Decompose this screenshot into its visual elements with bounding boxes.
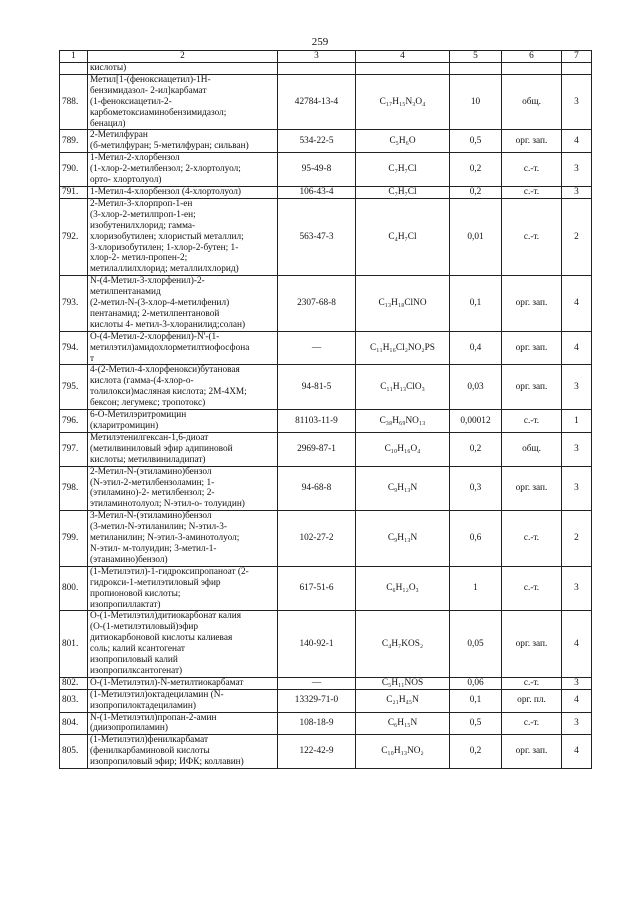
- chemical-formula: C₅H₆O: [356, 130, 450, 153]
- substance-name-line: толилокси)масляная кислота; 2М-4ХМ;: [90, 387, 247, 398]
- column-header: 3: [278, 51, 356, 63]
- substance-name-line: изопропиловый калий: [90, 655, 178, 666]
- limit-value: 0,06: [450, 677, 502, 689]
- limit-value: 0,2: [450, 735, 502, 769]
- hazard-class: 4: [562, 276, 592, 332]
- substance-name-line: гидрокси-1-метилэтиловый эфир: [90, 577, 221, 588]
- hazard-class: 3: [562, 466, 592, 511]
- substance-name: [88, 566, 278, 611]
- substance-name-line: кислота (гамма-(4-хлор-о-: [90, 376, 194, 387]
- chemical-formula: C₉H₁₃N: [356, 466, 450, 511]
- chemical-formula: C₁₇H₁₅N₃O₄: [356, 74, 450, 130]
- table-row: [60, 276, 592, 332]
- table-row: [60, 611, 592, 677]
- hazard-class: 3: [562, 365, 592, 410]
- limit-value: 1: [450, 566, 502, 611]
- hazard-class: 3: [562, 153, 592, 187]
- substance-name-line: 4-(2-Метил-4-хлорфенокси)бутановая: [90, 365, 240, 376]
- substance-name-line: (1-Метилэтил)-1-гидроксипропаноат (2-: [90, 566, 249, 577]
- substance-name-line: метилаллилхлорид; металлилхлорид): [90, 264, 239, 275]
- substance-name-line: N-этил- м-толуидин; 3-метил-1-: [90, 543, 217, 554]
- substance-name-line: (диизопропиламин): [90, 723, 168, 734]
- chemical-formula: C₉H₁₃N: [356, 511, 450, 567]
- hazard-class: 4: [562, 611, 592, 677]
- limit-type: с.-т.: [502, 186, 562, 198]
- substance-name-line: (О-(1-метилэтиловый)эфир: [90, 622, 199, 633]
- substance-name-line: N-(4-Метил-3-хлорфенил)-2-: [90, 276, 205, 287]
- cas-number: 563-47-3: [278, 198, 356, 275]
- limit-type: с.-т.: [502, 198, 562, 275]
- hazard-class: 4: [562, 130, 592, 153]
- chemical-formula: C₁₁H₁₃ClO₃: [356, 365, 450, 410]
- limit-type: орг. зап.: [502, 735, 562, 769]
- table-row: [60, 410, 592, 433]
- substance-name-line: О-(1-Метилэтил)-N-метилтиокарбамат: [90, 677, 244, 688]
- substance-name: [88, 677, 278, 689]
- limit-type: орг. зап.: [502, 611, 562, 677]
- substance-name-line: Метил[1-(феноксиацетил)-1H-: [90, 74, 211, 85]
- cas-number: —: [278, 331, 356, 365]
- row-number: 788.: [60, 74, 88, 130]
- column-header: 7: [562, 51, 592, 63]
- limit-type: общ.: [502, 432, 562, 466]
- hazard-class: 4: [562, 735, 592, 769]
- row-number: 801.: [60, 611, 88, 677]
- substance-name-line: (этанамино)бензол): [90, 554, 168, 565]
- row-number: 790.: [60, 153, 88, 187]
- substance-name-line: изопропилксантогенат): [90, 665, 183, 676]
- row-number: 802.: [60, 677, 88, 689]
- substance-name-line: N-(1-Метилэтил)пропан-2-амин: [90, 712, 217, 723]
- substance-name-line: бенацил): [90, 118, 126, 129]
- substance-name-line: 3-Метил-N-(этиламино)бензол: [90, 511, 212, 522]
- substance-name-line: дитиокарбоновой кислоты калиевая: [90, 633, 233, 644]
- limit-type: орг. зап.: [502, 466, 562, 511]
- substance-name-line: кислоты 4- метил-3-хлоранилид;солан): [90, 319, 246, 330]
- substance-name-line: Метилэтенилгексан-1,6-диоат: [90, 432, 209, 443]
- row-number: 799.: [60, 511, 88, 567]
- table-row: [60, 566, 592, 611]
- limit-value: 0,2: [450, 432, 502, 466]
- row-number: 796.: [60, 410, 88, 433]
- cas-number: 617-51-6: [278, 566, 356, 611]
- limit-type: орг. зап.: [502, 130, 562, 153]
- row-number: 804.: [60, 712, 88, 735]
- hazard-class: 3: [562, 712, 592, 735]
- substance-name-line: изопропиллактат): [90, 599, 161, 610]
- cas-number: 140-92-1: [278, 611, 356, 677]
- substance-name-line: 3-хлоризобутилен; 1-хлор-2-бутен; 1-: [90, 242, 239, 253]
- column-header: 1: [60, 51, 88, 63]
- table-row: [60, 130, 592, 153]
- substance-name-line: (этиламино)-2- метилбензол; 2-: [90, 488, 215, 499]
- limit-value: 0,1: [450, 276, 502, 332]
- chemical-formula: C₁₀H₁₆O₄: [356, 432, 450, 466]
- substance-name-line: (кларитромицин): [90, 421, 159, 431]
- substance-name-line: соль; калий ксантогенат: [90, 644, 185, 655]
- substance-name: [88, 511, 278, 567]
- page-number: 259: [311, 36, 329, 48]
- row-number: 792.: [60, 198, 88, 275]
- limit-value: 0,2: [450, 153, 502, 187]
- substance-name-line: изопропилоктадециламин): [90, 700, 196, 711]
- substance-name: [88, 611, 278, 677]
- substance-name-line: (1-Метилэтил)фенилкарбамат: [90, 735, 209, 746]
- hazard-class: 1: [562, 410, 592, 433]
- continuation-row: [60, 63, 592, 75]
- limit-value: 0,3: [450, 466, 502, 511]
- row-number: 803.: [60, 689, 88, 712]
- substance-name-line: (б-метилфуран; 5-метилфуран; сильван): [90, 141, 249, 152]
- substance-name-line: пентанамид; 2-метилпентановой: [90, 308, 220, 319]
- hazard-class: 3: [562, 432, 592, 466]
- table-row: [60, 677, 592, 689]
- row-number: 794.: [60, 331, 88, 365]
- substance-name-line: этиламинотолуол; N-этил-о- толуидин): [90, 499, 245, 510]
- row-number: 797.: [60, 432, 88, 466]
- substance-name-line: O-(4-Метил-2-хлорфенил)-N'-(1-: [90, 331, 220, 342]
- table-row: [60, 735, 592, 769]
- substance-name-line: 1-Метил-4-хлорбензол (4-хлортолуол): [90, 186, 242, 197]
- chemical-formula: C₇H₇Cl: [356, 186, 450, 198]
- substance-name-line: метиланилин; N-этил-3-аминотолуол;: [90, 533, 240, 544]
- cas-number: 2307-68-8: [278, 276, 356, 332]
- limit-value: 10: [450, 74, 502, 130]
- substance-name: [88, 365, 278, 410]
- cas-number: 95-49-8: [278, 153, 356, 187]
- limit-value: 0,6: [450, 511, 502, 567]
- hazard-class: 3: [562, 677, 592, 689]
- hazard-class: 4: [562, 689, 592, 712]
- hazard-class: 4: [562, 331, 592, 365]
- substance-name: [88, 198, 278, 275]
- substance-name: [88, 735, 278, 769]
- limit-type: орг. зап.: [502, 331, 562, 365]
- table-row: [60, 331, 592, 365]
- hazard-class: 3: [562, 186, 592, 198]
- limit-value: 0,05: [450, 611, 502, 677]
- chemical-formula: C₁₀H₁₃NO₂: [356, 735, 450, 769]
- limit-type: с.-т.: [502, 677, 562, 689]
- cas-number: 13329-71-0: [278, 689, 356, 712]
- substance-name: [88, 466, 278, 511]
- substance-name-line: (3-метил-N-этиланилин; N-этил-3-: [90, 522, 227, 533]
- cas-number: 81103-11-9: [278, 410, 356, 433]
- table-row: [60, 511, 592, 567]
- substances-table: [59, 50, 592, 769]
- substance-name: [88, 130, 278, 153]
- hazard-class: 2: [562, 198, 592, 275]
- substance-name-line: кислоты; метилвиниладипат): [90, 454, 206, 465]
- substance-name-line: метилпентанамид: [90, 287, 161, 298]
- row-number: 805.: [60, 735, 88, 769]
- row-number: 795.: [60, 365, 88, 410]
- row-number: 791.: [60, 186, 88, 198]
- substance-name-line: 6-О-Метилэритромицин: [90, 410, 187, 421]
- substance-name-line: 2-Метилфуран: [90, 130, 148, 141]
- cas-number: 42784-13-4: [278, 74, 356, 130]
- limit-type: с.-т.: [502, 566, 562, 611]
- cas-number: 534-22-5: [278, 130, 356, 153]
- substance-name-line: (1-феноксиацетил-2-: [90, 96, 172, 107]
- hazard-class: 2: [562, 511, 592, 567]
- chemical-formula: C₃₈H₆₉NO₁₃: [356, 410, 450, 433]
- chemical-formula: C₄H₇Cl: [356, 198, 450, 275]
- substance-name: [88, 186, 278, 198]
- limit-type: с.-т.: [502, 410, 562, 433]
- limit-type: орг. пл.: [502, 689, 562, 712]
- chemical-formula: C₂₁H₄₅N: [356, 689, 450, 712]
- table-row: [60, 432, 592, 466]
- chemical-formula: C₅H₁₁NOS: [356, 677, 450, 689]
- substance-name-line: карбометоксиаминобензимидазол;: [90, 107, 227, 118]
- limit-type: с.-т.: [502, 153, 562, 187]
- cas-number: 106-43-4: [278, 186, 356, 198]
- hazard-class: 3: [562, 566, 592, 611]
- substance-name-line: (1-Метилэтил)октадециламин (N-: [90, 689, 224, 700]
- limit-value: 0,1: [450, 689, 502, 712]
- continuation-text: кислоты): [88, 63, 278, 75]
- limit-type: орг. зап.: [502, 276, 562, 332]
- chemical-formula: C₁₃H₁₈ClNO: [356, 276, 450, 332]
- limit-value: 0,5: [450, 712, 502, 735]
- substance-name-line: орто- хлортолуол): [90, 175, 162, 186]
- substance-name: [88, 689, 278, 712]
- limit-type: общ.: [502, 74, 562, 130]
- column-header: 2: [88, 51, 278, 63]
- hazard-class: 3: [562, 74, 592, 130]
- chemical-formula: C₆H₁₂O₃: [356, 566, 450, 611]
- substance-name-line: (3-хлор-2-метилпроп-1-ен;: [90, 209, 196, 220]
- substance-name: [88, 712, 278, 735]
- limit-value: 0,4: [450, 331, 502, 365]
- limit-type: с.-т.: [502, 712, 562, 735]
- substance-name-line: бензимидазол- 2-ил]карбамат: [90, 85, 207, 96]
- table-row: [60, 466, 592, 511]
- substance-name-line: хлоризобутилен; хлористый металлил;: [90, 231, 244, 242]
- row-number: 789.: [60, 130, 88, 153]
- cas-number: 94-81-5: [278, 365, 356, 410]
- column-header-row: [60, 51, 592, 63]
- substance-name: [88, 410, 278, 433]
- cas-number: 122-42-9: [278, 735, 356, 769]
- table-row: [60, 365, 592, 410]
- cas-number: 102-27-2: [278, 511, 356, 567]
- cas-number: 94-68-8: [278, 466, 356, 511]
- row-number: 798.: [60, 466, 88, 511]
- table-row: [60, 153, 592, 187]
- limit-type: с.-т.: [502, 511, 562, 567]
- substance-name: [88, 331, 278, 365]
- row-number: 800.: [60, 566, 88, 611]
- limit-value: 0,00012: [450, 410, 502, 433]
- column-header: 4: [356, 51, 450, 63]
- column-header: 5: [450, 51, 502, 63]
- table-row: [60, 712, 592, 735]
- limit-value: 0,01: [450, 198, 502, 275]
- substance-name-line: метилэтил)амидохлорметилтиофосфона: [90, 342, 250, 353]
- substance-name-line: изопропиловый эфир; ИФК; коллавин): [90, 757, 244, 768]
- row-number: 793.: [60, 276, 88, 332]
- limit-value: 0,2: [450, 186, 502, 198]
- cas-number: —: [278, 677, 356, 689]
- substance-name-line: (метилвиниловый эфир адипиновой: [90, 443, 233, 454]
- substance-name-line: (фенилкарбаминовой кислоты: [90, 746, 210, 757]
- table-row: [60, 74, 592, 130]
- chemical-formula: C₄H₇KOS₂: [356, 611, 450, 677]
- substance-name-line: (2-метил-N-(3-хлор-4-метилфенил): [90, 298, 230, 309]
- table-row: [60, 198, 592, 275]
- substance-name-line: O-(1-Метилэтил)дитиокарбонат калия: [90, 611, 242, 622]
- substance-name-line: бексон; легумекс; тропотокс): [90, 398, 206, 409]
- substance-name-line: изобутенилхлорид; гамма-: [90, 220, 196, 231]
- cas-number: 108-18-9: [278, 712, 356, 735]
- limit-type: орг. зап.: [502, 365, 562, 410]
- substance-name: [88, 74, 278, 130]
- table-row: [60, 186, 592, 198]
- chemical-formula: C₆H₁₅N: [356, 712, 450, 735]
- substance-name-line: пропионовой кислоты;: [90, 588, 181, 599]
- table-row: [60, 689, 592, 712]
- substance-name-line: 2-Метил-3-хлорпроп-1-ен: [90, 198, 193, 209]
- substance-name-line: (N-этил-2-метилбензоламин; 1-: [90, 477, 215, 488]
- substance-name-line: 1-Метил-2-хлорбензол: [90, 153, 180, 164]
- substance-name-line: хлор-2- метил-пропен-2;: [90, 253, 188, 264]
- column-header: 6: [502, 51, 562, 63]
- limit-value: 0,5: [450, 130, 502, 153]
- cas-number: 2969-87-1: [278, 432, 356, 466]
- chemical-formula: C₁₁H₁₆Cl₂NO₂PS: [356, 331, 450, 365]
- chemical-formula: C₇H₇Cl: [356, 153, 450, 187]
- substance-name: [88, 276, 278, 332]
- limit-value: 0,03: [450, 365, 502, 410]
- substance-name: [88, 153, 278, 187]
- substance-name-line: (1-хлор-2-метилбензол; 2-хлортолуол;: [90, 164, 241, 175]
- substance-name-line: 2-Метил-N-(этиламино)бензол: [90, 466, 212, 477]
- substance-name-line: т: [90, 353, 95, 364]
- substance-name: [88, 432, 278, 466]
